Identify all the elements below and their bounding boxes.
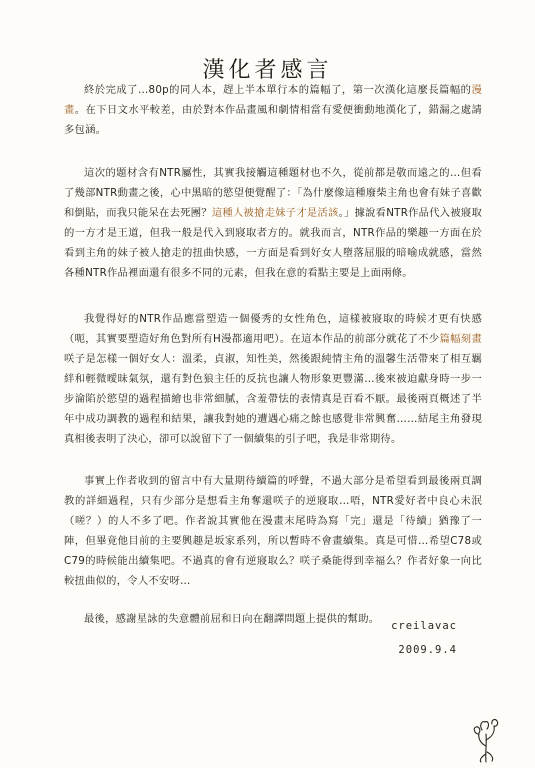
highlighted-text: 漫畫 [64,84,482,116]
page-title: 漢化者感言 [202,57,333,83]
paragraph-text: 。」據說看NTR作品代入被寢取的一方才是王道，但我一般是代入到寢取者方的。就我而言，NTR作品的樂趣一方面在於看到主角的妹子被人搶走的扭曲快感，一方面是看到好女人墮落屈服的暗喻成就感，當然各種NTR作品裡面還有很多不同的元素，但我在意的看點主要是上面兩條。 [64,207,483,279]
signature-name: creilavac [391,620,457,632]
signature-block [391,614,457,662]
paragraph-sequel [64,471,482,591]
body-text [64,80,482,649]
paragraph-character [64,309,482,449]
paragraph-text: 。在下日文水平較差，由於對本作品畫風和劇情相當有愛便衝動地漢化了，錯漏之處請多包涵。 [64,104,483,136]
flower-ornament-icon [470,716,504,764]
paragraph-text: 咲子是怎樣一個好女人：溫柔，貞淑，知性美，然後跟純情主角的溫馨生活帶來了相互羈絆和輕微曖昧氣氛，還有對色狼主任的反抗也讓人物形象更豐滿…後來被迫獻身時一步一步淪陷於慾望的過程描繪也非常細膩，含羞帶怯的表情真是百看不厭。最後兩頁概述了半年中成功調教的過程和結果，讓我對她的遭遇心痛之餘也感覺非常興奮……結尾主角發現真相後表明了決心，卻可以說留下了一個續集的引子吧，我是非常期待。 [64,353,482,445]
highlighted-text: 這種人被搶走妹子才是活該 [211,207,339,219]
paragraph-text: 事實上作者收到的留言中有大量期待續篇的呼聲，不過大部分是希望看到最後兩頁調教的詳細過程，只有少部分是想看主角奪還咲子的逆寢取…唔，NTR愛好者中良心未泯（嗟？）的人不多了吧。作者說其實他在漫畫末尾時為寫「完」還是「待續」猶豫了一陣，但畢竟他目前的主要興趣是坂家系列，所以暫時不會畫續集。真是可惜…希望C78或C79的時候能出續集吧。不過真的會有逆寢取么？咲子桑能得到幸福么？作者好象一向比較扭曲似的，令人不安呀… [64,475,482,587]
paragraph-text: 這次的題材含有NTR屬性，其實我接觸這種題材也不久，從前都是敬而遠之的…但看了幾部NTR動畫之後，心中黑暗的慾望便覺醒了：「為什麼像這種廢柴主角也會有妹子喜歡和倒貼，而我只能呆在去死團？ [64,167,482,219]
paragraph-text: 終於完成了…80p的同人本，趕上半本單行本的篇幅了，第一次漢化這麼長篇幅的 [84,84,472,96]
paragraph-text: 最後，感謝星詠的失意體前屈和日向在翻譯問題上提供的幫助。 [84,613,380,625]
paragraph-text: 我覺得好的NTR作品應當塑造一個優秀的女性角色，這樣被寢取的時候才更有快感（呃，其實要塑造好角色對所有H漫都適用吧）。在這本作品的前部分就花了不少 [64,313,482,345]
paragraph-intro [64,80,482,140]
paragraph-ntr-theme [64,163,482,283]
signature-date: 2009.9.4 [398,644,457,656]
highlighted-text: 篇幅刻畫 [439,333,482,345]
